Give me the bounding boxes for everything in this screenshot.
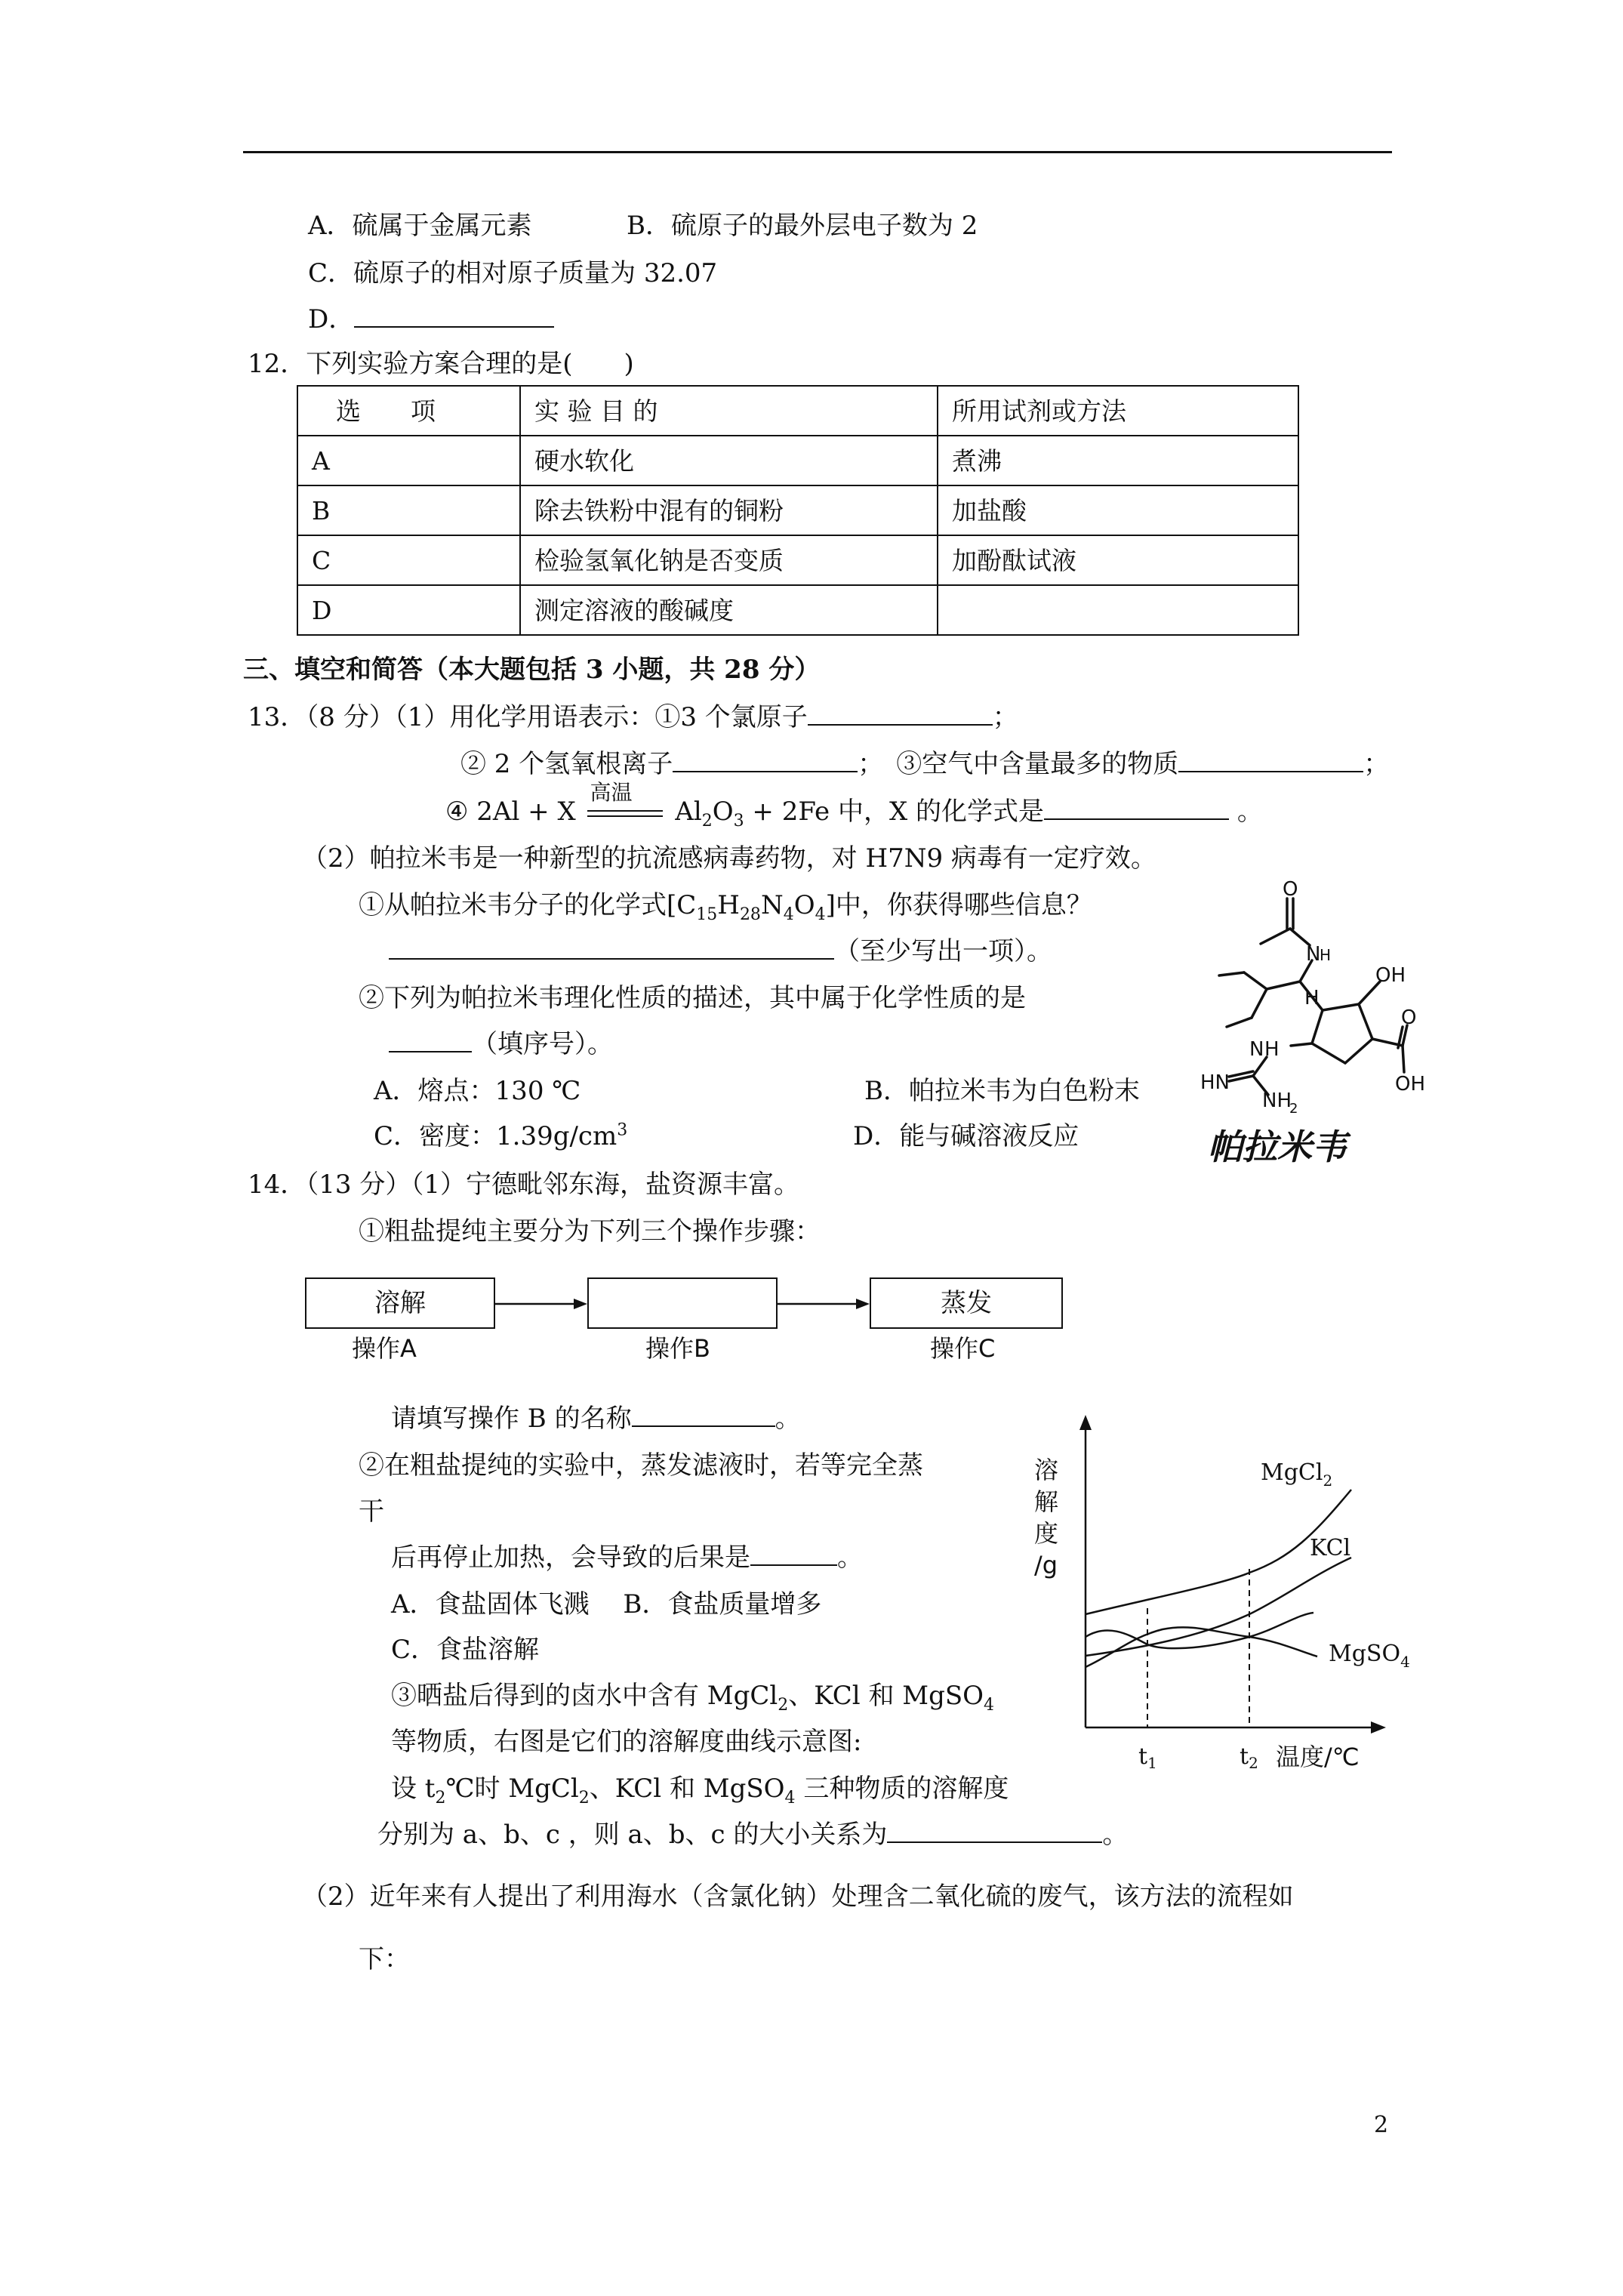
mgcl2-label: MgCl [1261, 1459, 1323, 1486]
q2-line2-text: 后再停止加热，会导致的后果是 [391, 1542, 750, 1573]
svg-text:2: 2 [1289, 1101, 1298, 1117]
q14-step-intro: ①粗盐提纯主要分为下列三个操作步骤： [359, 1216, 821, 1247]
q12-table [297, 385, 1299, 636]
q13-blank-6 [389, 1051, 472, 1052]
q13-option-d: D．能与碱溶液反应 [853, 1121, 1079, 1151]
formula-text: H [717, 890, 740, 920]
table-header-cell: 选 项 [297, 386, 520, 436]
q11-option-c: C．硫原子的相对原子质量为 32.07 [308, 258, 718, 288]
curve-kcl [1086, 1558, 1351, 1656]
table-header-cell: 所用试剂或方法 [938, 386, 1298, 436]
q3-text: 三种物质的溶解度 [795, 1774, 1009, 1804]
q13-option-c [374, 1120, 628, 1151]
flow-box-dissolve: 溶解 [305, 1277, 495, 1329]
q13-option-b: B．帕拉米韦为白色粉末 [864, 1076, 1140, 1106]
q14-q2-line1: ②在粗盐提纯的实验中，蒸发滤液时，若等完全蒸 [359, 1450, 923, 1481]
eq-left: ④ 2Al + X [445, 797, 576, 827]
svg-text:OH: OH [1395, 1073, 1426, 1096]
q14-part2-line2: 下： [359, 1944, 410, 1974]
table-row [297, 436, 1298, 485]
table-cell: 检验氢氧化钠是否变质 [520, 535, 938, 585]
q13-blank-3 [1178, 771, 1363, 772]
eq-sub: 3 [733, 811, 744, 831]
peramivir-structure-image [1178, 876, 1426, 1170]
eq-sub: 2 [701, 811, 713, 831]
formula-sub: 4 [815, 905, 826, 924]
table-cell: A [297, 436, 520, 485]
q12-stem: 12．下列实验方案合理的是( ) [248, 349, 634, 379]
q14-title: 14．（13 分）（1）宁德毗邻东海，盐资源丰富。 [248, 1170, 799, 1200]
svg-text:t1 [1138, 1743, 1157, 1772]
q13-equation [445, 780, 1263, 831]
y-label-4: /g [1034, 1551, 1058, 1579]
svg-text:N: N [1249, 1038, 1264, 1061]
q14-q2-line1b: 干 [359, 1496, 384, 1527]
mgso4-label: MgSO [1329, 1641, 1401, 1667]
q13-line2-b: ； ③空气中含量最多的物质 [858, 749, 1179, 779]
option-c-sup: 3 [617, 1120, 628, 1140]
q11-option-d-label: D． [308, 304, 355, 334]
q3-sub: 2 [435, 1788, 446, 1808]
q13-option-a: A．熔点：130 ℃ [374, 1076, 581, 1106]
q13-line2-c: ； [1363, 749, 1390, 779]
q3-sub: 4 [784, 1788, 796, 1808]
q14-fill-b [391, 1406, 801, 1432]
table-cell: 除去铁粉中混有的铜粉 [520, 485, 938, 535]
table-row [297, 585, 1298, 635]
svg-text:H: H [1304, 987, 1320, 1009]
mgcl2-sub: 2 [1323, 1472, 1333, 1490]
eq-end: 。 [1236, 797, 1263, 827]
formula-text: O [793, 890, 815, 920]
q13-part2-q2-answer [389, 1031, 613, 1057]
q11-option-b: B．硫原子的最外层电子数为 2 [627, 211, 978, 241]
q13-part2-q1-answer [389, 938, 1052, 964]
flow-arrows [492, 1293, 870, 1315]
svg-text:OH: OH [1375, 964, 1406, 987]
flow-label-c: 操作C [930, 1334, 996, 1363]
formula-text: ①从帕拉米韦分子的化学式[C [359, 890, 697, 920]
table-cell: 硬水软化 [520, 436, 938, 485]
formula-sub: 28 [739, 905, 761, 924]
q14-q2-option-c: C．食盐溶解 [391, 1635, 540, 1665]
q3-sub: 2 [778, 1695, 789, 1715]
q13-part2-intro: （2）帕拉米韦是一种新型的抗流感病毒药物，对 H7N9 病毒有一定疗效。 [302, 843, 1156, 874]
table-header-row [297, 386, 1298, 436]
q14-blank-3 [887, 1841, 1102, 1843]
svg-text:H: H [1264, 1038, 1280, 1061]
formula-sub: 15 [696, 905, 718, 924]
q13-line2 [460, 751, 1389, 777]
solubility-graph [1034, 1410, 1410, 1788]
q13-part2-q1 [359, 890, 1092, 924]
t1-label: t [1138, 1743, 1148, 1770]
table-row [297, 485, 1298, 535]
q14-blank-2 [750, 1564, 837, 1566]
table-cell: 加盐酸 [938, 485, 1298, 535]
t1-sub: 1 [1147, 1754, 1157, 1772]
q11-answer-blank [354, 326, 554, 328]
q14-q2-line2 [391, 1542, 863, 1573]
formula-sub: 4 [783, 905, 794, 924]
page-number: 2 [1374, 2112, 1389, 2138]
q14-q3-line1 [391, 1681, 995, 1715]
svg-text:MgSO4 [1329, 1641, 1410, 1671]
section-title: 三、填空和简答（本大题包括 3 小题，共 28 分） [243, 655, 821, 685]
t2-label: t [1240, 1743, 1249, 1770]
svg-text:O: O [1401, 1006, 1417, 1029]
q3-line4-end: 。 [1102, 1820, 1129, 1850]
eq-condition: 高温 [590, 780, 633, 805]
table-cell: 加酚酞试液 [938, 535, 1298, 585]
table-cell: 测定溶液的酸碱度 [520, 585, 938, 635]
y-axis-arrow [1079, 1415, 1092, 1430]
x-axis-arrow [1371, 1721, 1386, 1734]
structure-caption: 帕拉米韦 [1208, 1126, 1347, 1167]
kcl-label: KCl [1310, 1535, 1351, 1561]
q11-option-a: A．硫属于金属元素 [308, 211, 532, 241]
q13-blank-1 [808, 724, 993, 726]
q3-text: 设 t [391, 1774, 436, 1804]
eq-right: + 2Fe 中，X 的化学式是 [744, 797, 1045, 827]
q13-blank-4 [1044, 818, 1229, 820]
q3-text: 、KCl 和 MgSO [788, 1681, 984, 1711]
svg-text:HN: HN [1200, 1071, 1230, 1094]
option-c-text: C．密度：1.39g/cm [374, 1121, 617, 1151]
formula-text: ]中，你获得哪些信息？ [825, 890, 1092, 920]
table-header-cell: 实 验 目 的 [520, 386, 938, 436]
table-row [297, 535, 1298, 585]
table-cell: D [297, 585, 520, 635]
mgso4-sub: 4 [1400, 1653, 1410, 1671]
svg-text:N: N [1306, 943, 1321, 966]
table-cell: B [297, 485, 520, 535]
q3-text: 、KCl 和 MgSO [589, 1774, 785, 1804]
svg-text:H: H [1320, 946, 1332, 964]
eq-double-line [587, 810, 663, 817]
q13-part2-q2: ②下列为帕拉米韦理化性质的描述，其中属于化学性质的是 [359, 983, 1026, 1013]
fill-b-end: 。 [775, 1404, 801, 1434]
q13-hint: （至少写出一项）。 [834, 936, 1052, 966]
q3-sub: 4 [984, 1695, 995, 1715]
t2-sub: 2 [1249, 1754, 1258, 1772]
q3-line4-text: 分别为 a、b、c ，则 a、b、c 的大小关系为 [377, 1820, 888, 1850]
q3-text: ③晒盐后得到的卤水中含有 MgCl [391, 1681, 778, 1711]
y-label-1: 溶 [1034, 1456, 1059, 1484]
y-label-3: 度 [1034, 1519, 1059, 1548]
table-cell [938, 585, 1298, 635]
q13-line1-end: ； [992, 702, 1018, 732]
q14-q3-line2: 等物质，右图是它们的溶解度曲线示意图: [391, 1727, 862, 1757]
q13-blank-5 [389, 958, 834, 960]
table-cell: 煮沸 [938, 436, 1298, 485]
eq-al: Al [675, 797, 702, 827]
q2-line2-end: 。 [837, 1542, 863, 1573]
q3-sub: 2 [578, 1788, 590, 1808]
flow-label-a: 操作A [352, 1334, 417, 1363]
q13-line2-a: ② 2 个氢氧根离子 [460, 749, 673, 779]
y-label-2: 解 [1034, 1487, 1059, 1516]
svg-text:O: O [1283, 878, 1298, 901]
q14-part2-line1: （2）近年来有人提出了利用海水（含氯化钠）处理含二氧化硫的废气，该方法的流程如 [302, 1881, 1294, 1912]
q13-q2-hint: （填序号）。 [472, 1029, 613, 1059]
eq-o: O [712, 797, 734, 827]
header-rule [243, 151, 1392, 153]
q13-line1-text: 13．（8 分）（1）用化学用语表示：①3 个氯原子 [248, 702, 808, 732]
eq-arrow [584, 780, 667, 824]
q14-q3-line4 [377, 1822, 1128, 1848]
q13-line1 [248, 704, 1018, 730]
svg-text:t2 [1240, 1743, 1258, 1772]
svg-text:NH: NH [1262, 1089, 1292, 1112]
svg-text:MgCl2 [1261, 1459, 1332, 1490]
formula-text: N [760, 890, 784, 920]
fill-b-text: 请填写操作 B 的名称 [391, 1404, 632, 1434]
q3-text: ℃时 MgCl [445, 1774, 579, 1804]
q11-option-d [308, 304, 554, 334]
q13-blank-2 [673, 771, 858, 772]
flow-label-b: 操作B [645, 1334, 710, 1363]
q14-q3-line3 [391, 1774, 1009, 1808]
q14-q2-options-ab: A．食盐固体飞溅 B．食盐质量增多 [391, 1589, 822, 1620]
x-axis-label: 温度/℃ [1276, 1743, 1360, 1771]
q14-blank-1 [632, 1425, 775, 1427]
table-cell: C [297, 535, 520, 585]
flow-box-evaporate: 蒸发 [870, 1277, 1063, 1329]
